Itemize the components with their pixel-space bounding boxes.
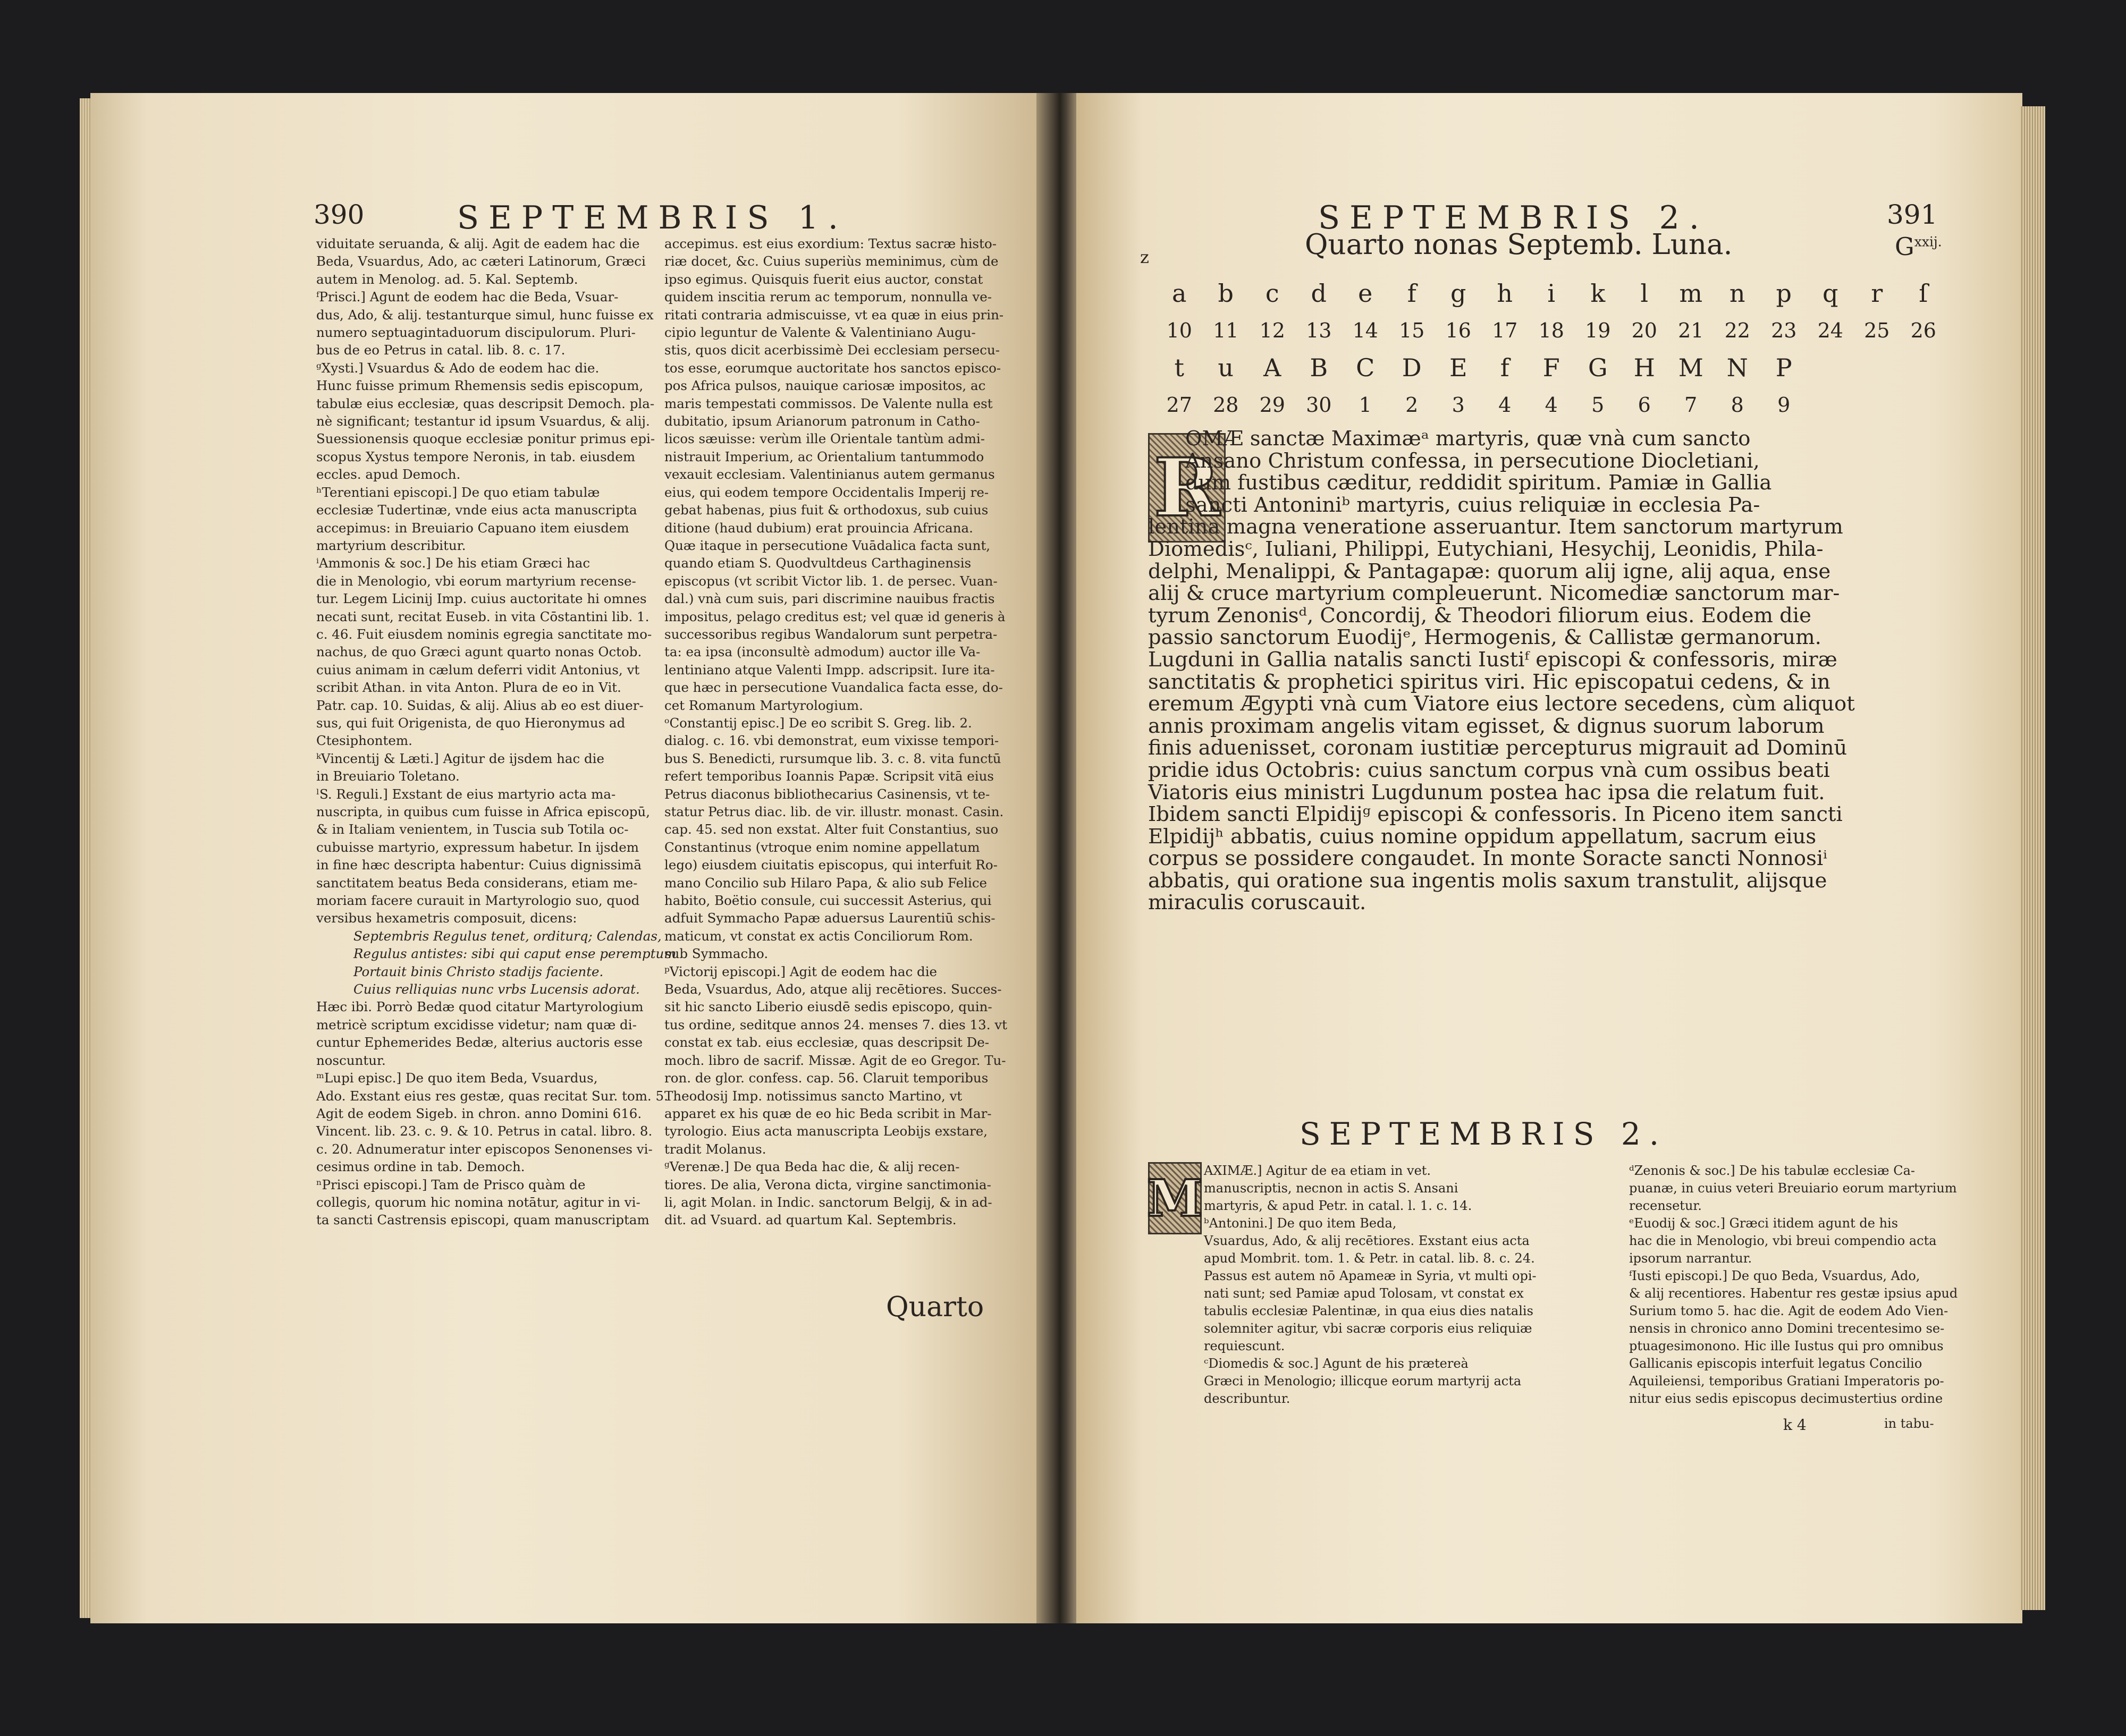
calendar-cell: 14 — [1352, 319, 1378, 342]
note-line: dit. ad Vsuard. ad quartum Kal. Septembris. — [664, 1212, 957, 1228]
left-notes-column-a — [316, 235, 677, 1229]
note-line: Constantinus (vtroque enim nomine appellatum — [664, 839, 980, 855]
text-line: sancti Antoniniᵇ martyris, cuius reliquiæ in ecclesia Pa- — [1185, 493, 1760, 517]
note-line: Surium tomo 5. hac die. Agit de eodem Ado Vien- — [1629, 1303, 1948, 1318]
calendar-cell: 30 — [1306, 393, 1332, 417]
note-line: lentiniano atque Valenti Impp. adscripsit. Iure ita- — [664, 662, 995, 678]
note-line: que hæc in persecutione Vuandalica facta esse, do- — [664, 680, 1003, 696]
note-line: Petrus diaconus bibliothecarius Casinensis, vt te- — [664, 786, 990, 802]
page-number-right: 391 — [1887, 199, 1938, 230]
note-line: ᵍVerenæ.] De qua Beda hac die, & alij recen- — [664, 1159, 960, 1175]
note-line: lego) eiusdem ciuitatis episcopus, qui interfuit Ro- — [664, 857, 998, 873]
gathering-mark: $G^{xxij.}$ — [1895, 232, 1942, 261]
calendar-cell: 29 — [1259, 393, 1285, 417]
text-line: lentina magna veneratione asseruantur. Item sanctorum martyrum — [1148, 515, 1843, 539]
note-line: apparet ex his quæ de eo hic Beda scribit in Mar- — [664, 1105, 992, 1121]
calendar-cell: 5 — [1591, 393, 1605, 417]
note-line: eius, qui eodem tempore Occidentalis Imperij re- — [664, 484, 989, 500]
note-line: Theodosij Imp. notissimus sancto Martino, vt — [664, 1088, 963, 1104]
text-line: Ibidem sancti Elpidijᵍ episcopi & confessoris. In Piceno item sancti — [1148, 802, 1843, 827]
note-line: dubitatio, ipsum Arianorum patronum in Catho- — [664, 413, 980, 429]
note-line: in fine hæc descripta habentur: Cuius dignissimā — [316, 857, 642, 873]
note-line: maticum, vt constat ex actis Conciliorum Rom. — [664, 928, 973, 944]
calendar-cell: 25 — [1864, 319, 1890, 342]
note-line: moch. libro de sacrif. Missæ. Agit de eo Gregor. Tu- — [664, 1052, 1006, 1068]
calendar-cell: 4 — [1545, 393, 1558, 417]
calendar-cell: 4 — [1498, 393, 1512, 417]
note-line: ᵏVincentij & Læti.] Agitur de ijsdem hac die — [316, 750, 605, 766]
note-line: describuntur. — [1204, 1391, 1290, 1406]
note-line: ta: ea ipsa (inconsultè admodum) auctor ille Va- — [664, 644, 981, 660]
calendar-cell: 23 — [1771, 319, 1797, 342]
note-line: scribit Athan. in vita Anton. Plura de eo in Vit. — [316, 680, 621, 696]
text-line: annis proximam angelis vitam egisset, & dignus suorum laborum — [1148, 714, 1825, 738]
note-line: in Breuiario Toletano. — [316, 768, 460, 784]
note-line: & alij recentiores. Habentur res gestæ ipsius apud — [1629, 1286, 1958, 1301]
text-line: miraculis coruscauit. — [1148, 891, 1366, 915]
note-line: quando etiam S. Quodvultdeus Carthaginensis — [664, 555, 972, 571]
note-line: refert temporibus Ioannis Papæ. Scripsit vitā eius — [664, 768, 994, 784]
note-line: accepimus. est eius exordium: Textus sacræ histo- — [664, 236, 997, 251]
note-line: Quæ itaque in persecutione Vuādalica facta sunt, — [664, 537, 991, 553]
left-page — [90, 93, 1039, 1623]
text-line: Diomedisᶜ, Iuliani, Philippi, Eutychiani, Hesychij, Leonidis, Phila- — [1148, 537, 1824, 561]
catchword-left: Quarto — [886, 1291, 984, 1323]
note-line: ron. de glor. confess. cap. 56. Claruit temporibus — [664, 1070, 989, 1086]
calendar-cell: 2 — [1405, 393, 1419, 417]
note-line: cet Romanum Martyrologium. — [664, 697, 863, 713]
calendar-cell: h — [1497, 279, 1513, 308]
calendar-cell: a — [1172, 279, 1187, 308]
calendar-cell: D — [1402, 353, 1422, 382]
calendar-cell: 17 — [1492, 319, 1518, 342]
note-line: Ado. Exstant eius res gestæ, quas recitat Sur. tom. 5. — [316, 1088, 668, 1104]
calendar-cell: C — [1356, 353, 1375, 382]
text-line: tyrum Zenonisᵈ, Concordij, & Theodori filiorum eius. Eodem die — [1148, 603, 1811, 628]
right-page-edges — [2020, 106, 2045, 1610]
note-line: statur Petrus diac. lib. de vir. illustr. monast. Casin. — [664, 804, 1004, 819]
note-line: ᵐLupi episc.] De quo item Beda, Vsuardus, — [316, 1070, 598, 1086]
note-line: ʰTerentiani episcopi.] De quo etiam tabulæ — [316, 484, 600, 500]
calendar-cell: g — [1450, 279, 1466, 308]
note-line: Ctesiphontem. — [316, 733, 412, 749]
note-line: vexauit ecclesiam. Valentinianus autem germanus — [664, 467, 995, 482]
note-line: cubuisse martyrio, expressum habetur. In ijsdem — [316, 839, 639, 855]
note-line: dialog. c. 16. vbi demonstrat, eum vixisse tempori- — [664, 733, 999, 749]
calendar-cell: ſ — [1919, 279, 1928, 308]
note-line: ᵈZenonis & soc.] De his tabulæ ecclesiæ Ca- — [1629, 1163, 1915, 1178]
note-line: puanæ, in cuius veteri Breuiario eorum martyrium — [1629, 1181, 1957, 1196]
calendar-cell: H — [1633, 353, 1655, 382]
calendar-cell: 28 — [1213, 393, 1239, 417]
note-line: licos sæuisse: verùm ille Orientale tantùm admi- — [664, 431, 985, 447]
note-line: ᵖVictorij episcopi.] Agit de eodem hac die — [664, 963, 938, 979]
note-line: ᵇAntonini.] De quo item Beda, — [1204, 1216, 1397, 1231]
calendar-cell: 7 — [1684, 393, 1698, 417]
note-line: impositus, pelago creditus est; vel quæ id generis à — [664, 608, 1006, 624]
note-line: ditione (haud dubium) erat prouincia Africana. — [664, 520, 973, 536]
calendar-cell: l — [1640, 279, 1649, 308]
note-line: ipsorum narrantur. — [1629, 1251, 1752, 1266]
text-line: abbatis, qui oratione sua ingentis molis saxum transtulit, alijsque — [1148, 868, 1827, 893]
calendar-cell: A — [1263, 353, 1281, 382]
note-line: & in Italiam venientem, in Tuscia sub Totila oc- — [316, 822, 629, 837]
day-subhead: Quarto nonas Septemb. Luna. — [1305, 228, 1733, 261]
note-line: tabulis ecclesiæ Palentinæ, in qua eius dies natalis — [1204, 1303, 1533, 1318]
note-line: ⁿPrisci episcopi.] Tam de Prisco quàm de — [316, 1176, 586, 1192]
calendar-cell: 15 — [1399, 319, 1425, 342]
calendar-numbers-row-1 — [1156, 319, 1947, 342]
calendar-numbers-row-2 — [1156, 393, 1807, 417]
open-book — [80, 93, 2046, 1623]
note-line: necati sunt, recitat Euseb. in vita Cōstantini lib. 1. — [316, 608, 649, 624]
note-line: requiescunt. — [1204, 1339, 1285, 1353]
note-line: nitur eius sedis episcopus decimustertius ordine — [1629, 1391, 1943, 1406]
text-line: sanctitatis & prophetici spiritus viri. Hic episcopatui cedens, & in — [1148, 670, 1830, 694]
note-line: tur. Legem Licinij Imp. cuius auctoritate hi omnes — [316, 591, 647, 607]
note-line: c. 20. Adnumeratur inter episcopos Senonenses vi- — [316, 1141, 653, 1157]
note-line: ᶠPrisci.] Agunt de eodem hac die Beda, Vsuar- — [316, 289, 619, 305]
note-line: martyrium describitur. — [316, 537, 466, 553]
note-line: Passus est autem nō Apameæ in Syria, vt multi opi- — [1204, 1268, 1537, 1283]
text-line: alij & cruce martyrium compleuerunt. Nicomediæ sanctorum mar- — [1148, 581, 1840, 606]
note-line: stis, quos dicit acerbissimè Dei ecclesiam persecu- — [664, 342, 1000, 358]
section-head-notes: SEPTEMBRIS 2. — [1300, 1116, 1668, 1152]
note-line: quidem inscitia rerum ac temporum, nonnulla ve- — [664, 289, 992, 305]
calendar-cell: 6 — [1638, 393, 1651, 417]
calendar-cell: G — [1588, 353, 1608, 382]
text-line: delphi, Menalippi, & Pantagapæ: quorum alij igne, alij aqua, ense — [1148, 559, 1831, 583]
right-notes-column-a — [1204, 1162, 1537, 1408]
calendar-cell: 26 — [1910, 319, 1936, 342]
note-line: episcopus (vt scribit Victor lib. 1. de persec. Vuan- — [664, 573, 998, 589]
note-line: li, agit Molan. in Indic. sanctorum Belgij, & in ad- — [664, 1194, 992, 1210]
calendar-cell: 13 — [1306, 319, 1332, 342]
note-line: tos esse, eorumque auctoritate hos sanctos episco- — [664, 360, 1001, 376]
calendar-cell: i — [1547, 279, 1556, 308]
note-line: AXIMÆ.] Agitur de ea etiam in vet. — [1204, 1163, 1431, 1178]
calendar-cell: b — [1218, 279, 1234, 308]
note-line: recensetur. — [1629, 1198, 1702, 1213]
calendar-cell: 8 — [1731, 393, 1744, 417]
note-line: Portauit binis Christo stadijs faciente. — [353, 963, 604, 979]
calendar-cell: 11 — [1213, 319, 1239, 342]
note-line: Beda, Vsuardus, Ado, atque alij recētiores. Succes- — [664, 981, 1002, 997]
text-line: finis aduenisset, coronam iustitiæ percepturus migrauit ad Dominū — [1148, 736, 1847, 760]
calendar-cell: r — [1871, 279, 1883, 308]
note-line: Græci in Menologio; illicque eorum martyrij acta — [1204, 1374, 1522, 1388]
note-line: nati sunt; sed Pamiæ apud Tolosam, vt constat ex — [1204, 1286, 1524, 1301]
calendar-cell: 10 — [1166, 319, 1192, 342]
note-line: ᶠIusti episcopi.] De quo Beda, Vsuardus, Ado, — [1629, 1268, 1920, 1283]
note-line: cuius animam in cælum deferri vidit Antonius, vt — [316, 662, 640, 678]
note-line: dal.) vnà cum suis, pari discrimine nauibus fractis — [664, 591, 995, 607]
note-line: ritati contraria admiscuisse, vt ea quæ in eius prin- — [664, 307, 1004, 323]
note-line: ˡS. Reguli.] Exstant de eius martyrio acta ma- — [316, 786, 616, 802]
note-line: ᵍXysti.] Vsuardus & Ado de eodem hac die. — [316, 360, 600, 376]
note-line: ᶜDiomedis & soc.] Agunt de his prætereà — [1204, 1356, 1469, 1371]
note-line: ᵒConstantij episc.] De eo scribit S. Greg. lib. 2. — [664, 715, 972, 731]
calendar-cell: 19 — [1585, 319, 1611, 342]
martyrology-main-text — [1148, 428, 1855, 914]
note-line: versibus hexametris composuit, dicens: — [316, 910, 577, 926]
note-line: Gallicanis episcopis interfuit legatus Concilio — [1629, 1356, 1922, 1371]
note-line: Agit de eodem Sigeb. in chron. anno Domini 616. — [316, 1105, 642, 1121]
calendar-cell: k — [1590, 279, 1606, 308]
note-line: ᵉEuodij & soc.] Græci itidem agunt de his — [1629, 1216, 1899, 1231]
note-line: sus, qui fuit Origenista, de quo Hieronymus ad — [316, 715, 626, 731]
decorated-initial-r: R — [1148, 433, 1226, 543]
note-line: Aquileiensi, temporibus Gratiani Imperatoris po- — [1629, 1374, 1944, 1388]
note-line: bus de eo Petrus in catal. lib. 8. c. 17. — [316, 342, 566, 358]
calendar-cell: e — [1358, 279, 1373, 308]
calendar-cell: 27 — [1166, 393, 1192, 417]
note-line: manuscriptis, necnon in actis S. Ansani — [1204, 1181, 1458, 1196]
calendar-cell: n — [1729, 279, 1745, 308]
note-line: cipio leguntur de Valente & Valentiniano Augu- — [664, 325, 976, 341]
left-notes-column-b — [664, 235, 1007, 1229]
calendar-cell: P — [1775, 353, 1792, 382]
note-line: cap. 45. sed non exstat. Alter fuit Constantius, suo — [664, 822, 999, 837]
text-line: dum fustibus cæditur, reddidit spiritum. Pamiæ in Gallia — [1185, 471, 1772, 495]
note-line: scopus Xystus tempore Neronis, in tab. eiusdem — [316, 448, 636, 464]
running-head-left: SEPTEMBRIS 1. — [457, 199, 848, 236]
note-line: bus S. Benedicti, rursumque lib. 3. c. 8. vita functū — [664, 750, 1001, 766]
note-line: Hæc ibi. Porrò Bedæ quod citatur Martyrologium — [316, 999, 644, 1015]
note-line: riæ docet, &c. Cuius superiùs meminimus, cùm de — [664, 253, 999, 269]
note-line: adfuit Symmacho Papæ aduersus Laurentiū schis- — [664, 910, 995, 926]
calendar-cell: E — [1449, 353, 1467, 382]
calendar-cell: 22 — [1724, 319, 1750, 342]
note-line: Cuius relliquias nunc vrbs Lucensis adorat. — [353, 981, 640, 997]
note-line: sub Symmacho. — [664, 946, 769, 962]
note-line: hac die in Menologio, vbi breui compendio acta — [1629, 1233, 1937, 1248]
text-line: Ansano Christum confessa, in persecutione Diocletiani, — [1185, 448, 1760, 473]
calendar-letters-row-2 — [1156, 353, 1807, 382]
note-line: tradit Molanus. — [664, 1141, 766, 1157]
signature-mark: k 4 — [1783, 1416, 1807, 1434]
note-line: nachus, de quo Græci agunt quarto nonas Octob. — [316, 644, 642, 660]
note-line: ta sancti Castrensis episcopi, quam manuscriptam — [316, 1212, 649, 1228]
note-line: nistrauit Imperium, ac Orientalium tantummodo — [664, 448, 984, 464]
calendar-cell: F — [1542, 353, 1560, 382]
right-notes-column-b — [1629, 1162, 1958, 1408]
note-line: sanctitatem beatus Beda considerans, etiam me- — [316, 875, 638, 891]
note-line: c. 46. Fuit eiusdem nominis egregia sanctitate mo- — [316, 626, 652, 642]
note-line: nè significant; testantur id ipsum Vsuardus, & alij. — [316, 413, 650, 429]
calendar-cell: m — [1679, 279, 1703, 308]
note-line: cuntur Ephemerides Bedæ, alterius auctoris esse — [316, 1035, 643, 1051]
note-line: Suessionensis quoque ecclesiæ ponitur primus epi- — [316, 431, 655, 447]
decorated-initial-m: M — [1148, 1162, 1202, 1234]
calendar-cell: u — [1218, 353, 1234, 382]
text-line: Viatoris eius ministri Lugdunum postea hac ipsa die relatum fuit. — [1148, 780, 1825, 805]
calendar-cell: 18 — [1538, 319, 1564, 342]
note-line: autem in Menolog. ad. 5. Kal. Septemb. — [316, 271, 578, 287]
note-line: viduitate seruanda, & alij. Agit de eadem hac die — [316, 236, 640, 251]
note-line: ⁱAmmonis & soc.] De his etiam Græci hac — [316, 555, 590, 571]
catchword-right: in tabu- — [1884, 1416, 1934, 1431]
text-line: passio sanctorum Euodijᵉ, Hermogenis, & Callistæ germanorum. — [1148, 625, 1821, 650]
text-line: pridie idus Octobris: cuius sanctum corpus vnà cum ossibus beati — [1148, 758, 1830, 782]
text-line: Lugduni in Gallia natalis sancti Iustiᶠ episcopi & confessoris, miræ — [1148, 647, 1837, 672]
calendar-letters-row-1 — [1156, 279, 1947, 308]
text-line: corpus se possidere congaudet. In monte Soracte sancti Nonnosiⁱ — [1148, 846, 1827, 871]
calendar-cell: 24 — [1817, 319, 1843, 342]
calendar-cell: p — [1776, 279, 1792, 308]
note-line: ptuagesimonono. Hic ille Iustus qui pro omnibus — [1629, 1339, 1944, 1353]
note-line: maris tempestati commissos. De Valente nulla est — [664, 395, 993, 411]
calendar-cell: d — [1311, 279, 1327, 308]
line-mark: z — [1140, 247, 1149, 267]
note-line: tiores. De alia, Verona dicta, virgine sanctimonia- — [664, 1176, 991, 1192]
note-line: Beda, Vsuardus, Ado, ac cæteri Latinorum, Græci — [316, 253, 646, 269]
note-line: nuscripta, in quibus cum fuisse in Africa episcopū, — [316, 804, 650, 819]
note-line: successoribus regibus Wandalorum sunt perpetra- — [664, 626, 998, 642]
note-line: Regulus antistes: sibi qui caput ense peremptum — [353, 946, 677, 962]
note-line: gebat habenas, pius fuit & orthodoxus, sub cuius — [664, 502, 989, 518]
note-line: Vincent. lib. 23. c. 9. & 10. Petrus in catal. libro. 8. — [316, 1123, 653, 1139]
note-line: Hunc fuisse primum Rhemensis sedis episcopum, — [316, 378, 644, 394]
note-line: collegis, quorum hic nomina notātur, agitur in vi- — [316, 1194, 640, 1210]
page-number-left: 390 — [314, 199, 365, 230]
calendar-cell: f — [1500, 353, 1509, 382]
note-line: nensis in chronico anno Domini trecentesimo se- — [1629, 1321, 1945, 1336]
text-line: eremum Ægypti vnà cum Viatore eius lectore secedens, cùm aliquot — [1148, 692, 1855, 716]
note-line: ecclesiæ Tudertinæ, vnde eius acta manuscripta — [316, 502, 637, 518]
note-line: eccles. apud Democh. — [316, 467, 461, 482]
note-line: numero septuagintaduorum discipulorum. Pluri- — [316, 325, 636, 341]
note-line: noscuntur. — [316, 1052, 386, 1068]
note-line: sit hic sancto Liberio eiusdē sedis episcopo, quin- — [664, 999, 992, 1015]
note-line: mano Concilio sub Hilaro Papa, & alio sub Felice — [664, 875, 988, 891]
running-head-right: SEPTEMBRIS 2. — [1318, 199, 1709, 236]
note-line: die in Menologio, vbi eorum martyrium recense- — [316, 573, 636, 589]
calendar-cell: M — [1678, 353, 1703, 382]
book-gutter — [1036, 93, 1079, 1623]
note-line: tus ordine, seditque annos 24. menses 7. dies 13. vt — [664, 1017, 1007, 1032]
note-line: cesimus ordine in tab. Democh. — [316, 1159, 525, 1175]
calendar-cell: 21 — [1678, 319, 1704, 342]
calendar-cell: B — [1310, 353, 1328, 382]
calendar-cell: c — [1265, 279, 1279, 308]
note-line: tyrologio. Eius acta manuscripta Leobijs exstare, — [664, 1123, 988, 1139]
note-line: ipso egimus. Quisquis fuerit eius auctor, constat — [664, 271, 983, 287]
note-line: tabulæ eius ecclesiæ, quas descripsit Democh. pla- — [316, 395, 655, 411]
note-line: habito, Boëtio consule, cui successit Asterius, qui — [664, 893, 992, 909]
calendar-cell: 9 — [1777, 393, 1791, 417]
calendar-cell: 20 — [1631, 319, 1657, 342]
note-line: accepimus: in Breuiario Capuano item eiusdem — [316, 520, 629, 536]
note-line: solemniter agitur, vbi sacræ corporis eius reliquiæ — [1204, 1321, 1532, 1336]
note-line: apud Mombrit. tom. 1. & Petr. in catal. lib. 8. c. 24. — [1204, 1251, 1535, 1266]
note-line: metricè scriptum excidisse videtur; nam quæ di- — [316, 1017, 637, 1032]
calendar-cell: 12 — [1259, 319, 1285, 342]
right-page — [1076, 93, 2022, 1623]
note-line: dus, Ado, & alij. testanturque simul, hunc fuisse ex — [316, 307, 654, 323]
calendar-cell: 3 — [1452, 393, 1465, 417]
note-line: martyris, & apud Petr. in catal. l. 1. c. 14. — [1204, 1198, 1472, 1213]
note-line: pos Africa pulsos, nauique cariosæ impositos, ac — [664, 378, 986, 394]
calendar-cell: f — [1407, 279, 1416, 308]
note-line: Vsuardus, Ado, & alij recētiores. Exstant eius acta — [1204, 1233, 1530, 1248]
note-line: Septembris Regulus tenet, orditurq; Calendas, — [353, 928, 662, 944]
text-line: OMÆ sanctæ Maximæᵃ martyris, quæ vnà cum sancto — [1185, 427, 1751, 451]
text-line: Elpidijʰ abbatis, cuius nomine oppidum appellatum, sacrum eius — [1148, 824, 1817, 849]
calendar-cell: 1 — [1359, 393, 1372, 417]
calendar-cell: 16 — [1445, 319, 1471, 342]
calendar-cell: N — [1726, 353, 1748, 382]
calendar-cell: q — [1823, 279, 1838, 308]
note-line: Patr. cap. 10. Suidas, & alij. Alius ab eo est diuer- — [316, 697, 644, 713]
calendar-cell: t — [1174, 353, 1184, 382]
note-line: moriam facere curauit in Martyrologio suo, quod — [316, 893, 640, 909]
note-line: constat ex tab. eius ecclesiæ, quas descripsit De- — [664, 1035, 990, 1051]
